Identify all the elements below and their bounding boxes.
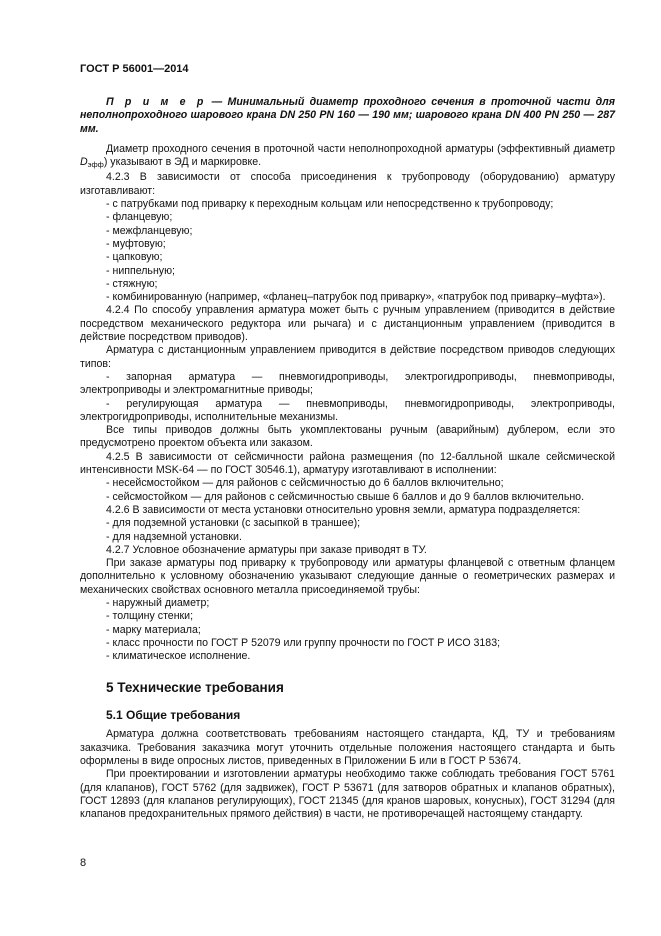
section-5-heading: 5 Технические требования	[106, 680, 284, 696]
list-item: - толщину стенки;	[106, 610, 194, 623]
list-item: - класс прочности по ГОСТ Р 52079 или группу прочности по ГОСТ Р ИСО 3183;	[106, 636, 501, 649]
list-item: - климатическое исполнение.	[106, 650, 251, 663]
diameter-symbol: D	[80, 156, 88, 169]
list-item: - для подземной установки (с засыпкой в траншее);	[106, 517, 361, 530]
list-item: - цапковую;	[106, 251, 163, 264]
page-body	[80, 96, 615, 822]
example-text: — Минимальный диаметр проходного сечения в проточной части для неполнопроходного шарового крана DN 250 PN 160 — 190 мм; шарового крана DN 400 PN 250 — 287 мм.	[80, 96, 615, 135]
diameter-subscript: эфф	[87, 160, 104, 170]
list-item: - сейсмостойком — для районов с сейсмичностью свыше 6 баллов и до 9 баллов включительно.	[106, 490, 585, 503]
clause-4-2-3: 4.2.3 В зависимости от способа присоединения к трубопроводу (оборудованию) арматуру изготавливают:	[80, 171, 615, 197]
list-item: - регулирующая арматура — пневмоприводы, пневмогидроприводы, электроприводы, электрогидроприводы, исполнительные механизмы.	[80, 397, 615, 423]
section-5-1-heading: 5.1 Общие требования	[106, 708, 241, 723]
remote-control-paragraph: Арматура с дистанционным управлением приводится в действие посредством приводов следующих типов:	[80, 344, 615, 370]
clause-4-2-7: 4.2.7 Условное обозначение арматуры при заказе приводят в ТУ.	[106, 543, 427, 556]
list-item: - наружный диаметр;	[106, 596, 210, 609]
diameter-paragraph	[80, 143, 615, 172]
backup-drive-paragraph: Все типы приводов должны быть укомплектованы ручным (аварийным) дублером, если это предусмотрено проектом объекта или заказом.	[80, 424, 615, 450]
list-item: - муфтовую;	[106, 237, 166, 250]
clause-4-2-4: 4.2.4 По способу управления арматура может быть с ручным управлением (приводится в действие посредством механического редуктора или рычага) и с дистанционным управлением (приводится в действие посредством приводов).	[80, 304, 615, 344]
list-item: - фланцевую;	[106, 211, 173, 224]
order-data-paragraph: При заказе арматуры под приварку к трубопроводу или арматуры фланцевой с ответным фланцем дополнительно к условному обозначению указывают следующие данные о геометрических размерах и механических свойствах основного металла присоединяемой трубы:	[80, 557, 615, 596]
list-item: - с патрубками под приварку к переходным кольцам или непосредственно к трубопроводу;	[106, 198, 554, 211]
clause-4-2-5: 4.2.5 В зависимости от сейсмичности района размещения (по 12-балльной шкале сейсмической интенсивности MSK-64 — по ГОСТ 30546.1), арматуру изготавливают в исполнении:	[80, 450, 615, 477]
list-item: - запорная арматура — пневмогидроприводы, электрогидроприводы, пневмоприводы, электроприводы и электромагнитные приводы;	[80, 370, 615, 397]
example-note	[80, 96, 615, 136]
list-item: - для надземной установки.	[106, 530, 242, 543]
list-item: - межфланцевую;	[106, 224, 193, 237]
clause-4-2-6: 4.2.6 В зависимости от места установки относительно уровня земли, арматура подразделяется:	[106, 503, 581, 516]
document-header: ГОСТ Р 56001—2014	[80, 63, 189, 75]
list-item: - ниппельную;	[106, 264, 175, 277]
list-item: - комбинированную (например, «фланец–патрубок под приварку», «патрубок под приварку–муфта»).	[106, 291, 606, 304]
general-requirements-paragraph: Арматура должна соответствовать требованиям настоящего стандарта, КД, ТУ и требованиям заказчика. Требования заказчика могут уточнить отдельные положения настоящего стандарта и быть оформлены в виде опросных листов, приведенных в Приложении Б или в ГОСТ Р 53674.	[80, 728, 615, 768]
example-label: П р и м е р	[106, 96, 207, 108]
design-requirements-paragraph: При проектировании и изготовлении арматуры необходимо также соблюдать требования ГОСТ 5761 (для клапанов), ГОСТ 5762 (для задвижек), ГОСТ Р 53671 (для затворов обратных и клапанов обратных), ГОСТ 12893 (для клапанов регулирующих), ГОСТ 21345 (для кранов шаровых, конусных), ГОСТ 31294 (для клапанов предохранительных прямого действия) в части, не противоречащей настоящему стандарту.	[80, 768, 615, 821]
page-number: 8	[80, 857, 87, 869]
list-item: - несейсмостойком — для районов с сейсмичностью до 6 баллов включительно;	[106, 477, 504, 490]
diameter-text-pre: Диаметр проходного сечения в проточной части неполнопроходной арматуры (эффективный диаметр	[106, 142, 615, 155]
list-item: - марку материала;	[106, 623, 201, 636]
list-item: - стяжную;	[106, 277, 158, 290]
diameter-text-post: ) указывают в ЭД и маркировке.	[103, 156, 262, 169]
